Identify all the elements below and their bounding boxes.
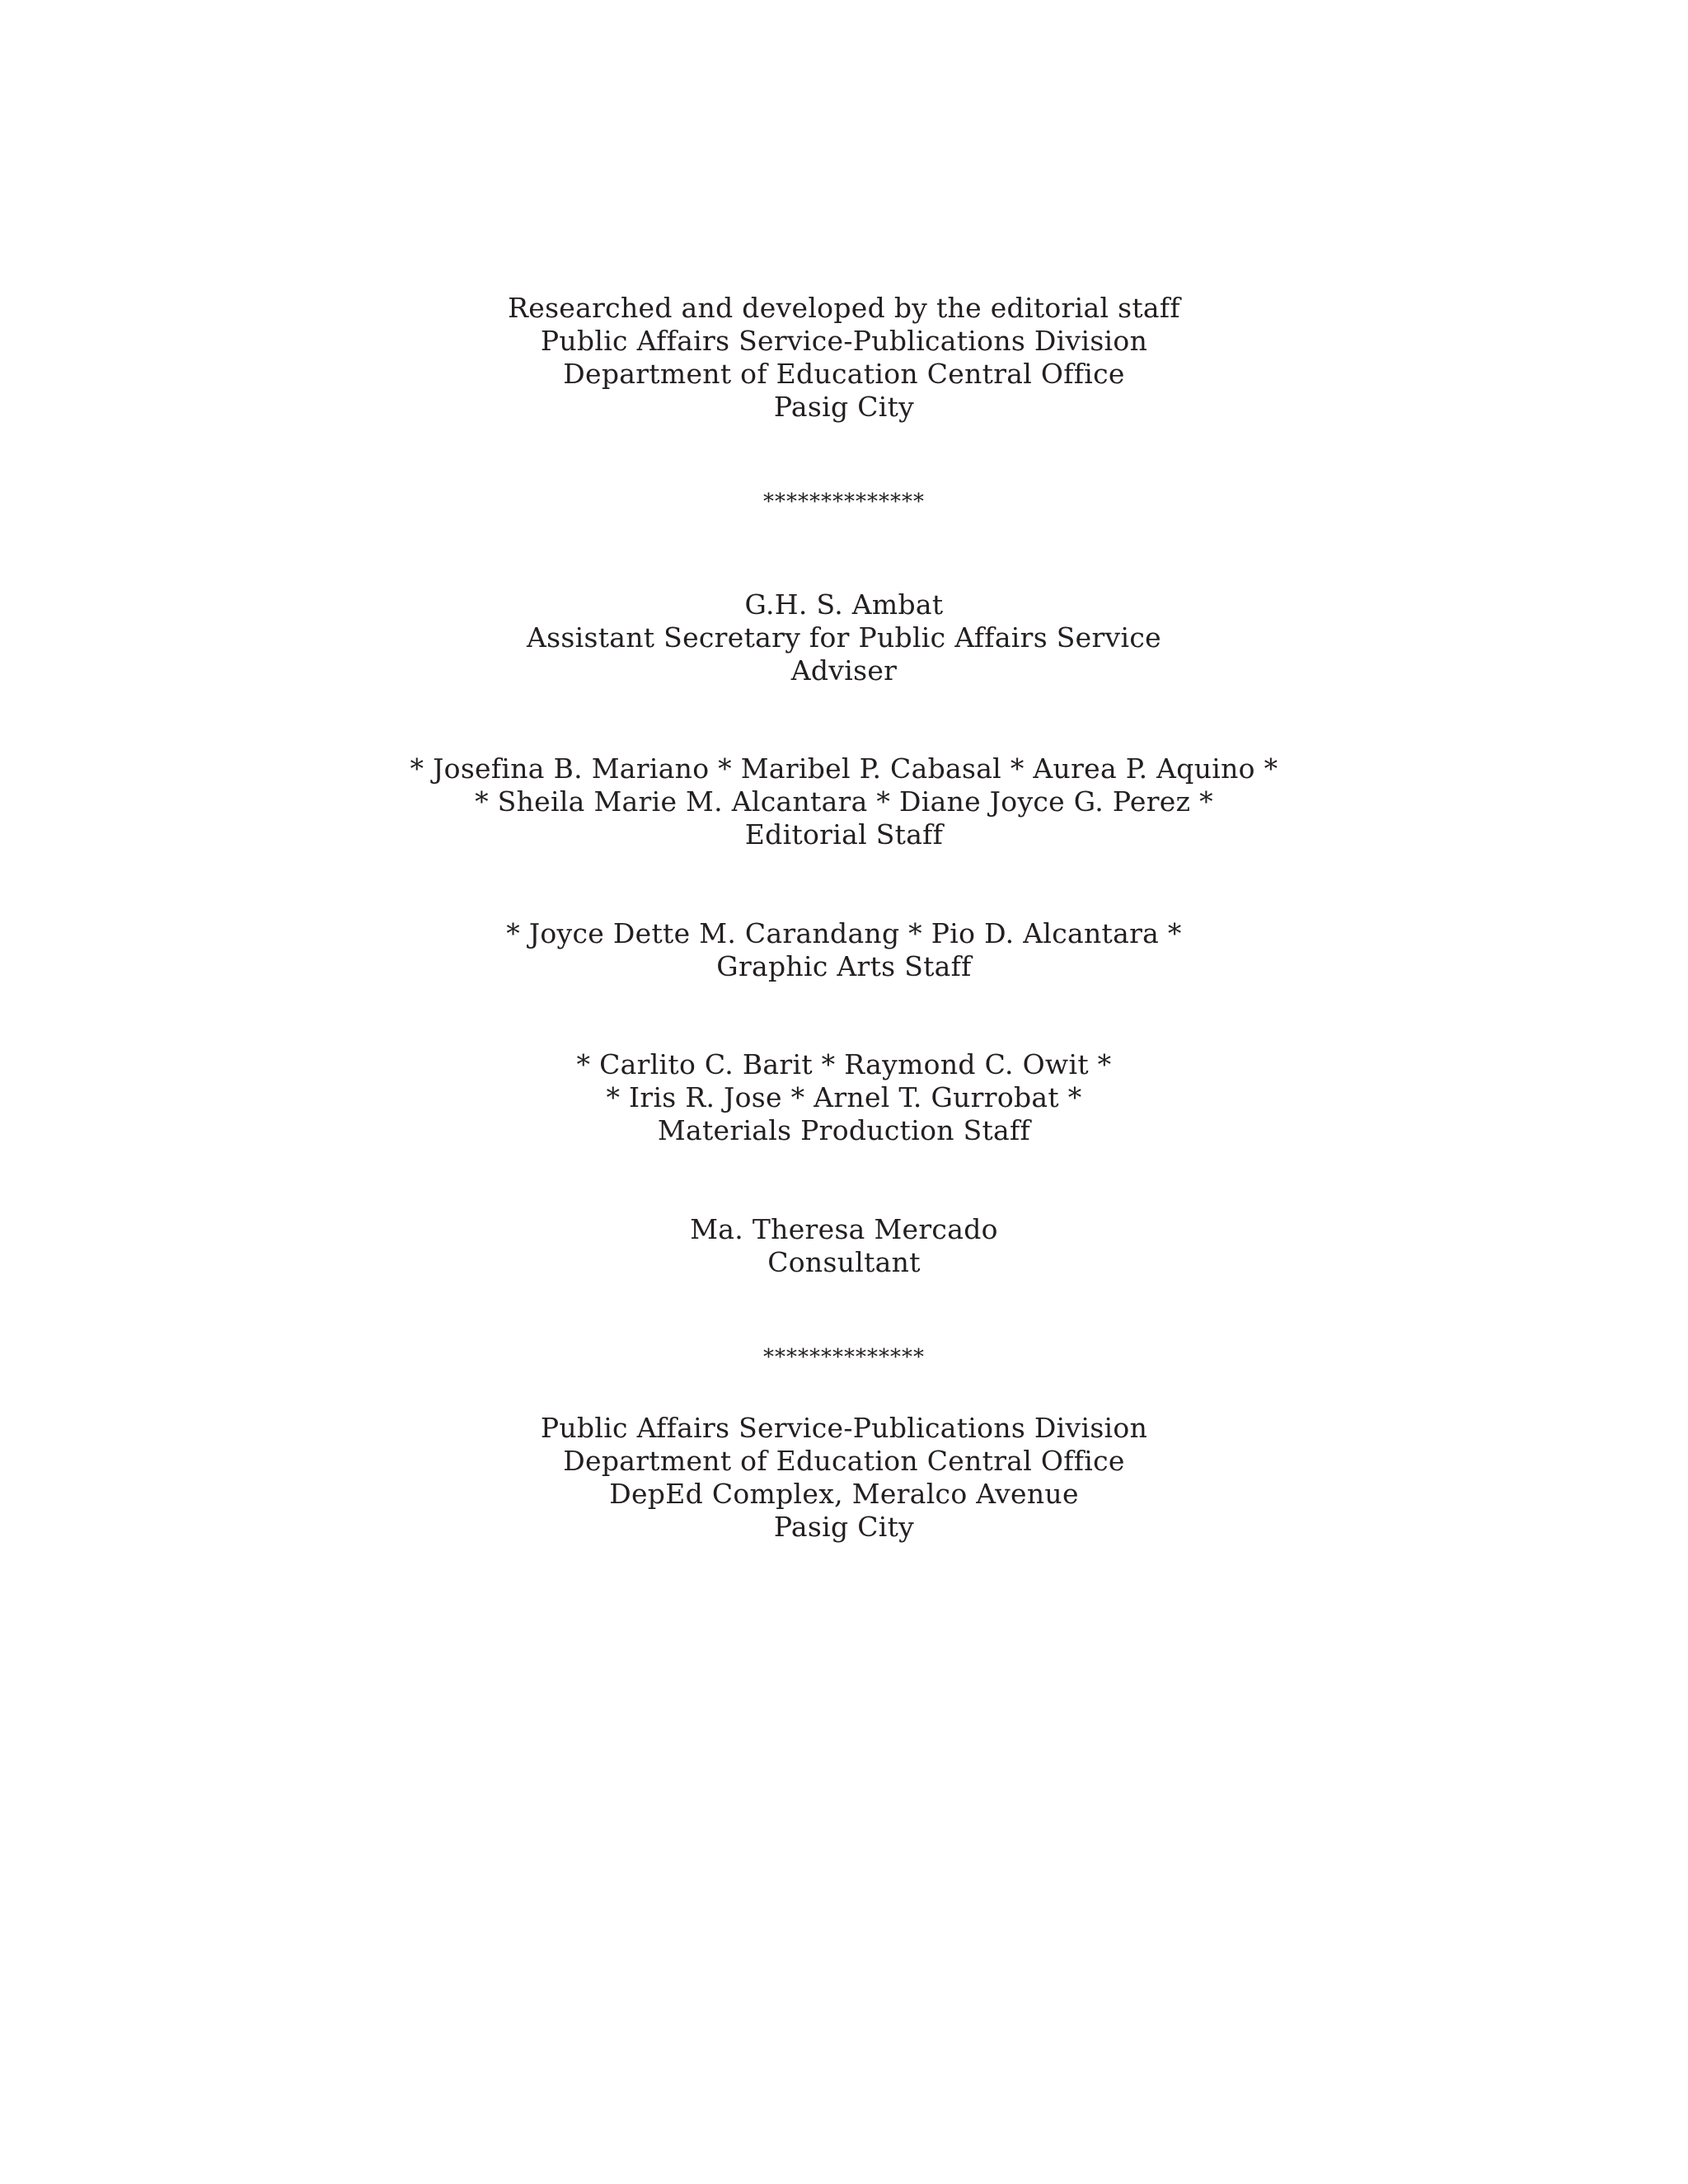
adviser-role: Adviser — [790, 654, 898, 687]
adviser-block — [0, 588, 1688, 687]
materials-production-staff-block — [0, 1048, 1688, 1147]
consultant-name: Ma. Theresa Mercado — [690, 1213, 998, 1245]
address-line-street: DepEd Complex, Meralco Avenue — [609, 1478, 1079, 1510]
address-line-city: Pasig City — [773, 1511, 915, 1543]
separator-top: ************** — [763, 490, 925, 514]
editorial-names-line-1: * Josefina B. Mariano * Maribel P. Cabasal * Aurea P. Aquino * — [410, 752, 1278, 785]
address-line-division: Public Affairs Service-Publications Division — [540, 1412, 1148, 1444]
materials-names-line-1: * Carlito C. Barit * Raymond C. Owit * — [576, 1048, 1112, 1080]
research-line-statement: Researched and developed by the editorial staff — [508, 292, 1180, 324]
materials-role: Materials Production Staff — [657, 1114, 1031, 1146]
adviser-name: G.H. S. Ambat — [744, 588, 944, 621]
research-line-department: Department of Education Central Office — [563, 358, 1125, 390]
separator-bottom: ************** — [763, 1345, 925, 1370]
address-block — [0, 1412, 1688, 1544]
editorial-staff-block — [0, 752, 1688, 851]
editorial-role: Editorial Staff — [744, 818, 944, 851]
editorial-names-line-2: * Sheila Marie M. Alcantara * Diane Joyce G. Perez * — [475, 785, 1213, 818]
consultant-role: Consultant — [767, 1246, 921, 1278]
research-line-city: Pasig City — [773, 391, 915, 423]
research-credit-block — [0, 292, 1688, 424]
address-line-department: Department of Education Central Office — [563, 1445, 1125, 1477]
graphic-arts-names-line-1: * Joyce Dette M. Carandang * Pio D. Alcantara * — [506, 917, 1182, 949]
graphic-arts-role: Graphic Arts Staff — [716, 950, 972, 982]
consultant-block — [0, 1213, 1688, 1279]
graphic-arts-staff-block — [0, 917, 1688, 983]
adviser-position: Assistant Secretary for Public Affairs Service — [527, 621, 1161, 654]
research-line-division: Public Affairs Service-Publications Division — [540, 325, 1148, 357]
materials-names-line-2: * Iris R. Jose * Arnel T. Gurrobat * — [606, 1081, 1082, 1113]
